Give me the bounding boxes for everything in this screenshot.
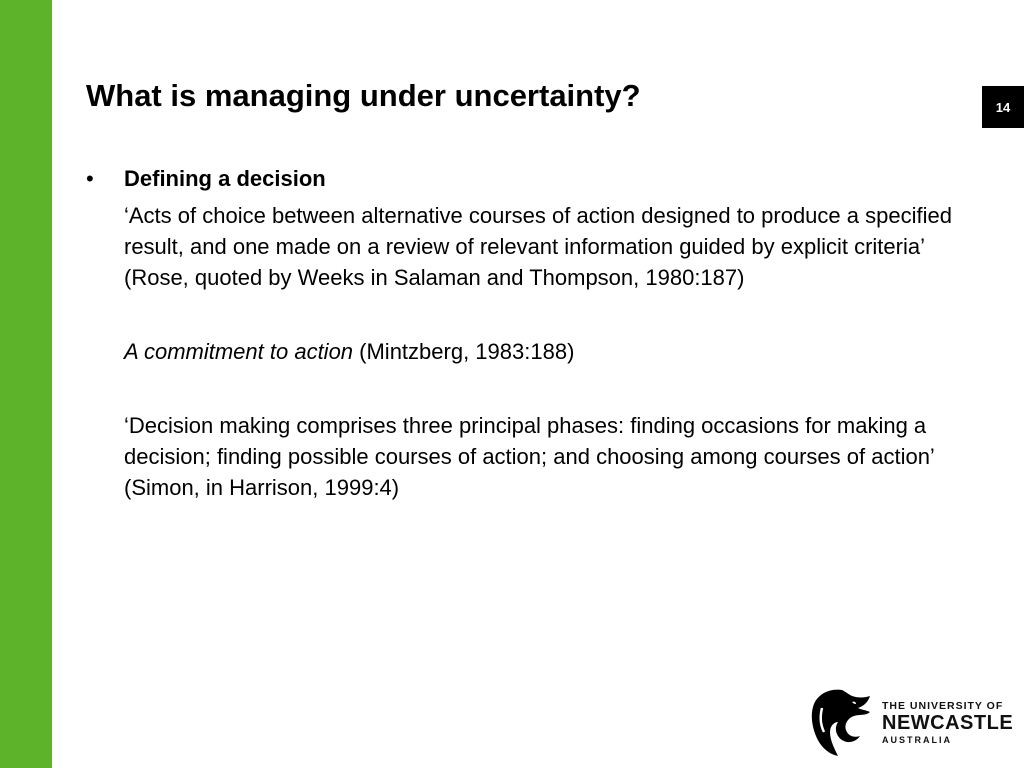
logo-line-2: NEWCASTLE <box>882 712 1014 734</box>
quote-simon: ‘Decision making comprises three principal phases: finding occasions for making a decision; finding possible courses of action; and choosing among courses of action’ (Simon, in Harrison, 1999:4) <box>124 413 935 500</box>
seahorse-icon <box>808 686 876 758</box>
quote-rose: ‘Acts of choice between alternative courses of action designed to produce a specified result, and one made on a review of relevant information guided by explicit criteria’ (Rose, quoted by Weeks in Salaman and Thompson, 1980:187) <box>124 203 952 290</box>
quote-mintzberg-citation: (Mintzberg, 1983:188) <box>353 339 575 364</box>
logo-line-1: THE UNIVERSITY OF <box>882 700 1004 712</box>
green-side-bar <box>0 0 52 768</box>
bullet-heading: Defining a decision <box>124 166 326 191</box>
slide-title: What is managing under uncertainty? <box>86 78 641 113</box>
logo-line-3: AUSTRALIA <box>882 735 952 745</box>
quote-mintzberg <box>86 336 966 367</box>
page-number: 14 <box>995 99 1011 115</box>
quote-mintzberg-italic: A commitment to action <box>124 339 354 364</box>
bullet-symbol: • <box>86 166 94 191</box>
page-number-badge <box>982 86 1024 128</box>
university-logo <box>808 686 1014 758</box>
logo-wordmark <box>882 700 1013 746</box>
bullet-item <box>86 163 966 194</box>
slide-body <box>86 163 966 503</box>
